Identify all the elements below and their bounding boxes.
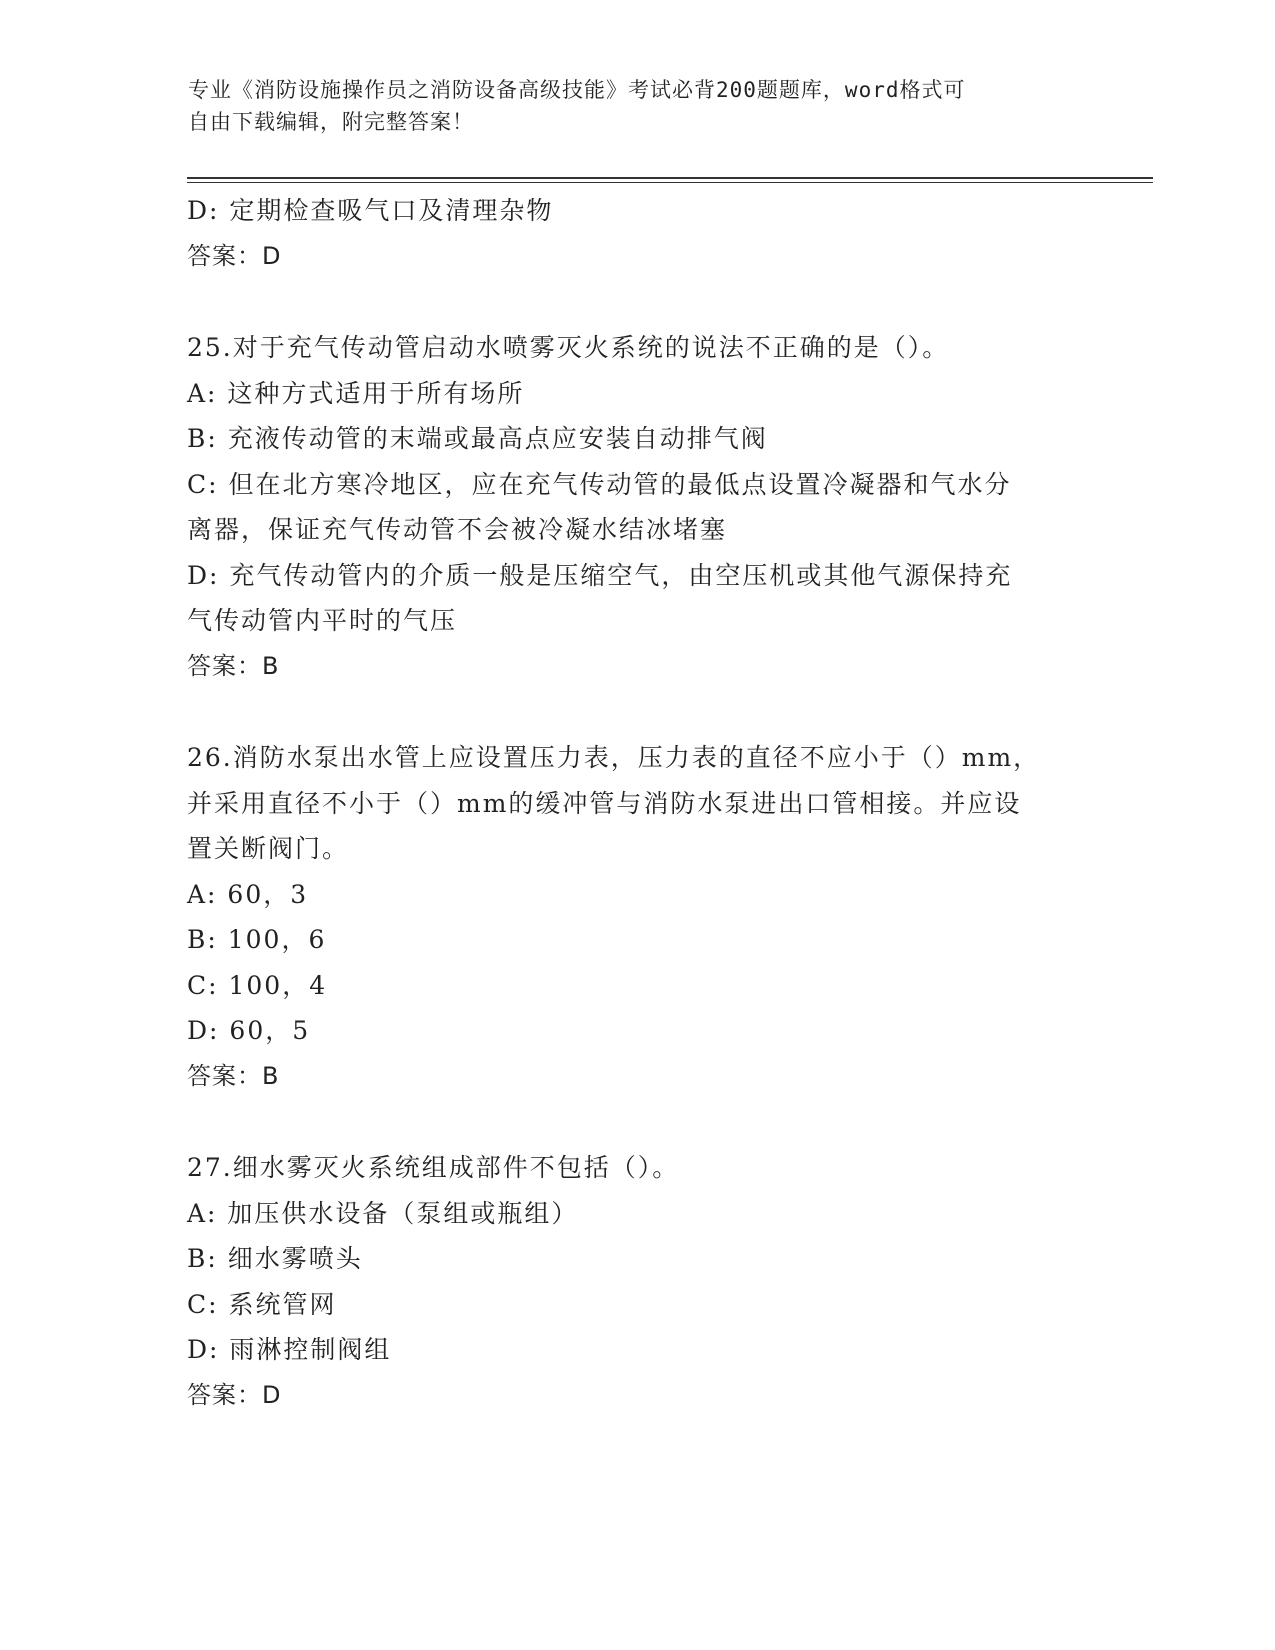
- option-b: B: 100，6: [187, 925, 327, 954]
- header-line-1: 专业《消防设施操作员之消防设备高级技能》考试必背200题题库，word格式可: [188, 78, 966, 102]
- option-c-continued: 离器，保证充气传动管不会被冷凝水结冰堵塞: [187, 515, 728, 544]
- question-text: 25.对于充气传动管启动水喷雾灭火系统的说法不正确的是（）。: [187, 333, 950, 362]
- header-divider-thick: [187, 177, 1153, 179]
- option-d: D: 雨淋控制阀组: [187, 1335, 392, 1364]
- option-a: A: 加压供水设备（泵组或瓶组）: [187, 1198, 579, 1228]
- header-divider-thin: [187, 182, 1153, 183]
- question-block-27: [187, 1145, 1087, 1418]
- option-b: B: 充液传动管的末端或最高点应安装自动排气阀: [187, 424, 768, 453]
- question-block-26: [187, 735, 1087, 1099]
- question-text: 27.细水雾灭火系统组成部件不包括（）。: [187, 1153, 680, 1182]
- option-c: C: 系统管网: [187, 1289, 337, 1319]
- spacer: [187, 689, 1087, 735]
- option-a: A: 60，3: [187, 879, 309, 909]
- spacer: [187, 279, 1087, 325]
- option-d-continued: 气传动管内平时的气压: [187, 606, 458, 635]
- answer-label: 答案：D: [187, 241, 282, 270]
- question-text-continued: 并采用直径不小于（）mm的缓冲管与消防水泵进出口管相接。并应设: [187, 788, 1022, 818]
- question-block-prev: [187, 188, 1087, 279]
- option-c: C: 但在北方寒冷地区，应在充气传动管的最低点设置冷凝器和气水分: [187, 469, 1012, 499]
- page-header: [188, 74, 1068, 138]
- header-line-2: 自由下载编辑，附完整答案！: [188, 110, 474, 134]
- option-c: C: 100，4: [187, 970, 328, 1000]
- question-text-continued: 置关断阀门。: [187, 834, 350, 863]
- option-a: A: 这种方式适用于所有场所: [187, 378, 525, 408]
- answer-label: 答案：D: [187, 1380, 282, 1409]
- answer-label: 答案：B: [187, 651, 280, 680]
- option-d: D: 60，5: [187, 1016, 311, 1045]
- spacer: [187, 1099, 1087, 1145]
- option-d: D: 充气传动管内的介质一般是压缩空气，由空压机或其他气源保持充: [187, 560, 1013, 590]
- answer-label: 答案：B: [187, 1061, 280, 1090]
- question-text: 26.消防水泵出水管上应设置压力表，压力表的直径不应小于（）mm，: [187, 743, 1041, 772]
- document-body: [187, 188, 1087, 1418]
- question-block-25: [187, 325, 1087, 689]
- option-d: D: 定期检查吸气口及清理杂物: [187, 196, 554, 225]
- option-b: B: 细水雾喷头: [187, 1244, 363, 1273]
